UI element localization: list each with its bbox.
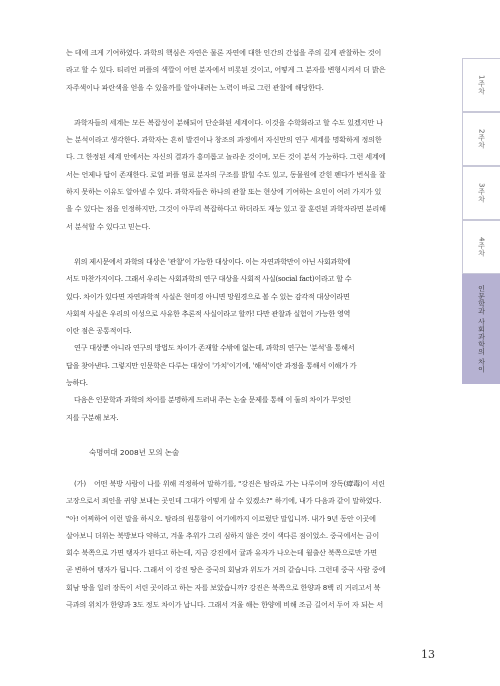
text-line: 고장으로서 죄인을 귀양 보내는 곳인데 그대가 어떻게 살 수 있겠소?" 하기에, 내가 다음과 같이 말하였다.	[66, 496, 382, 506]
text-line: 위의 제시문에서 과학의 대상은 '관찰'이 가능한 대상이다. 이는 자연과학만이 아닌 사회과학에	[74, 256, 351, 266]
page-content	[66, 44, 439, 613]
text-line: 연구 대상뿐 아니라 연구의 방법도 차이가 존재할 수밖에 없는데, 과학의 연구는 '분석'을 통해서	[74, 343, 355, 353]
text-line: 극과의 위치가 한양과 3도 정도 차이가 납니다. 그래서 겨울 해는 한양에 비해 조금 길어서 두어 자 되는 서	[66, 600, 384, 610]
paragraph-1	[66, 44, 439, 96]
text-line: 하지 못하는 이유도 알아낼 수 있다. 과학자들은 하나의 관찰 또는 현상에 기여하는 요인이 여러 가지가 있	[66, 187, 382, 197]
text-line: 답을 찾아낸다. 그렇지만 인문학은 다루는 대상이 '가치'이기에, '해석'이란 과정을 통해서 이해가 가	[66, 360, 357, 370]
tab-week-3[interactable]: 3주차	[462, 166, 500, 220]
text-line: 서는 언제나 답이 존재한다. 로열 퍼플 염료 분자의 구조를 밝힐 수도 있고, 동물원에 갇힌 펜다가 번식을 잘	[66, 169, 386, 179]
paragraph-5	[66, 391, 439, 426]
text-line: 있다. 차이가 있다면 자연과학적 사실은 현미경 아니면 망원경으로 볼 수 있는 감각적 대상이라면	[66, 291, 350, 301]
paragraph-4	[66, 339, 439, 391]
tab-week-1[interactable]: 1주차	[462, 58, 500, 112]
text-line: 회남 땅을 일러 장독이 서린 곳이라고 하는 자를 보았습니까? 강진은 북쪽으로 한양과 8백 리 거리고서 북	[66, 582, 381, 592]
text-line: 사회적 사실은 우리의 이성으로 사유한 추론적 사실이라고 할까! 다만 관찰과 실험이 가능한 영역	[66, 308, 351, 318]
text-line: "아! 어찌하여 이런 말을 하시오. 탐라의 원통함이 여기에까지 이르렀단 말입니까. 내가 9년 동안 이곳에	[66, 513, 376, 523]
quote-block	[66, 475, 439, 613]
text-line: 회수 북쪽으로 가면 탱자가 된다고 하는데, 지금 강진에서 귤과 유자가 나오는데 월출산 북쪽으로만 가면	[66, 548, 377, 558]
tab-humanities-vs-social-science[interactable]: 인문학과 사회과학의 차이	[462, 274, 500, 384]
text-line: 능하다.	[66, 378, 88, 388]
section-heading: 숙명여대 2008년 모의 논술	[89, 447, 180, 457]
text-line: 을 수 있다는 점을 인정하지만, 그것이 아무리 복잡하다고 하더라도 재능 있고 잘 훈련된 과학자라면 분리해	[66, 204, 386, 214]
text-line: 자주색이나 파란색을 얻을 수 있을까를 알아내려는 노력이 바로 그런 관찰에 해당한다.	[66, 82, 324, 92]
quote-marker: (가)	[74, 478, 86, 488]
page-number: 13	[421, 648, 435, 661]
tab-week-2[interactable]: 2주차	[462, 112, 500, 166]
text-line: 서도 마찬가지이다. 그래서 우리는 사회과학의 연구 대상을 사회적 사실(social fact)이라고 할 수	[66, 274, 352, 284]
text-line: 라고 할 수 있다. 티리언 퍼플의 색깔이 어떤 분자에서 비롯된 것이고, 어떻게 그 분자를 변형시켜서 더 밝은	[66, 65, 386, 75]
tab-week-4[interactable]: 4주차	[462, 220, 500, 274]
text-line: 과학자들의 세계는 모든 복잡성이 분해되어 단순화된 세계이다. 이것을 수학화라고 할 수도 있겠지만 나	[74, 117, 383, 127]
text-line: 곧 변하여 탱자가 됩니다. 그래서 이 강진 땅은 중국의 회남과 위도가 거의 같습니다. 그런데 중국 사람 중에	[66, 565, 386, 575]
text-line: 살아보니 더위는 북방보다 약하고, 겨울 추위가 그리 심하지 않은 것이 색다른 점이었소. 중국에서는 금이	[66, 530, 380, 540]
text-line: 다음은 인문학과 과학의 차이를 분명하게 드러내 주는 논술 문제를 통해 이 둘의 차이가 무엇인	[74, 395, 351, 405]
quote-text: 어떤 북방 사람이 나를 위해 걱정하여 말하기를, "강진은 탐라로 가는 나루이며 장독(瘴毒)이 서린	[93, 478, 385, 488]
text-line: 지를 구분해 보자.	[66, 412, 119, 422]
text-line: 서 분석할 수 있다고 믿는다.	[66, 221, 151, 231]
text-line: 는 분석이라고 생각한다. 과학자는 흔히 발견이나 창조의 과정에서 자신만의 연구 세계를 명확하게 정의한	[66, 135, 382, 145]
paragraph-2	[66, 114, 439, 235]
text-line: 는 데에 크게 기여하였다. 과학의 핵심은 자연은 물론 자연에 대한 인간의 간섭을 주의 깊게 관찰하는 것이	[66, 48, 382, 57]
paragraph-3	[66, 253, 439, 339]
text-line: 이란 점은 공통적이다.	[66, 326, 132, 336]
text-line: 다. 그 한정된 세계 안에서는 자신의 결과가 흥미롭고 놀라운 것이며, 모든 것이 분석 가능하다. 그런 세계에	[66, 152, 386, 162]
text-line	[66, 475, 439, 492]
